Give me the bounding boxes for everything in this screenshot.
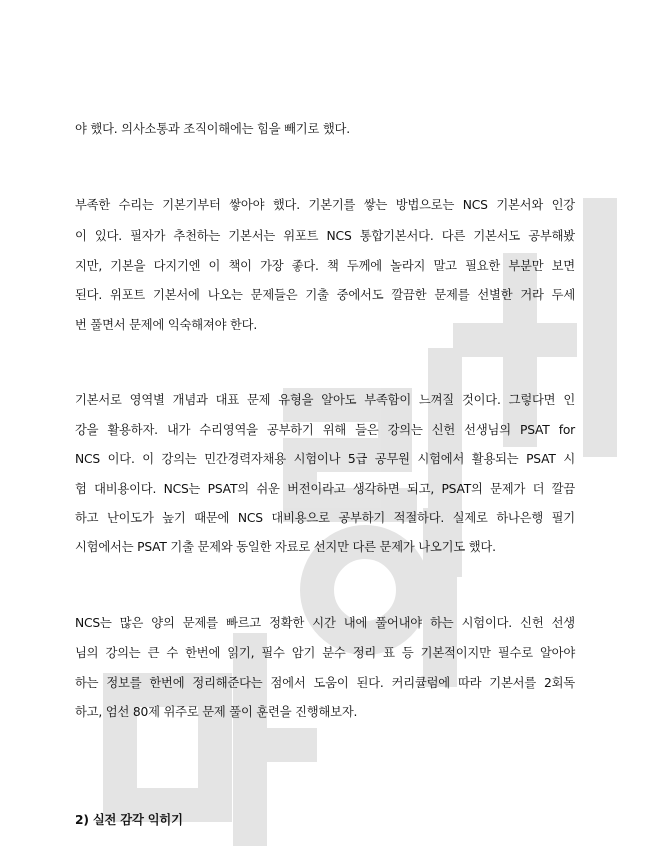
text-line: 험 대비용이다. NCS는 PSAT의 쉬운 버전이라고 생각하면 되고, PSAT의 문제가 더 깔끔 [75, 482, 575, 496]
text-line: 지만, 기본을 다지기엔 이 책이 가장 좋다. 책 두께에 놀라지 말고 필요한 부분만 보면 [75, 259, 575, 273]
text-line: NCS 이다. 이 강의는 민간경력자채용 시험이나 5급 공무원 시험에서 활용되는 PSAT 시 [75, 452, 575, 466]
text-line: 부족한 수리는 기본기부터 쌓아야 했다. 기본기를 쌓는 방법으로는 NCS 기본서와 인강 [75, 198, 575, 212]
text-line: 번 풀면서 문제에 익숙해져야 한다. [75, 318, 258, 332]
section-heading: 2) 실전 감각 익히기 [75, 813, 183, 827]
text-line: 하고 난이도가 높기 때문에 NCS 대비용으로 공부하기 적절하다. 실제로 하나은행 필기 [75, 511, 575, 525]
text-line: 이 있다. 필자가 추천하는 기본서는 위포트 NCS 통합기본서다. 다른 기본서도 공부해봤 [75, 229, 575, 243]
text-line: 하고, 엄선 80제 위주로 문제 풀이 훈련을 진행해보자. [75, 705, 358, 719]
text-line: 야 했다. 의사소통과 조직이해에는 힘을 빼기로 했다. [75, 122, 350, 136]
text-line: 님의 강의는 큰 수 한번에 읽기, 필수 암기 분수 정리 표 등 기본적이지만 필수로 알아야 [75, 646, 575, 660]
text-line: 된다. 위포트 기본서에 나오는 문제들은 기출 중에서도 깔끔한 문제를 선별한 거라 두세 [75, 288, 575, 302]
text-line: 강을 활용하자. 내가 수리영역을 공부하기 위해 들은 강의는 신헌 선생님의 PSAT for [75, 423, 575, 437]
text-line: 기본서로 영역별 개념과 대표 문제 유형을 알아도 부족함이 느껴질 것이다. 그렇다면 인 [75, 393, 575, 407]
text-line: NCS는 많은 양의 문제를 빠르고 정확한 시간 내에 풀어내야 하는 시험이다. 신헌 선생 [75, 616, 575, 630]
text-line: 시험에서는 PSAT 기출 문제와 동일한 자료로 선지만 다른 문제가 나오기도 했다. [75, 540, 496, 554]
text-line: 하는 정보를 한번에 정리해준다는 점에서 도움이 된다. 커리큘럼에 따라 기본서를 2회독 [75, 676, 575, 690]
